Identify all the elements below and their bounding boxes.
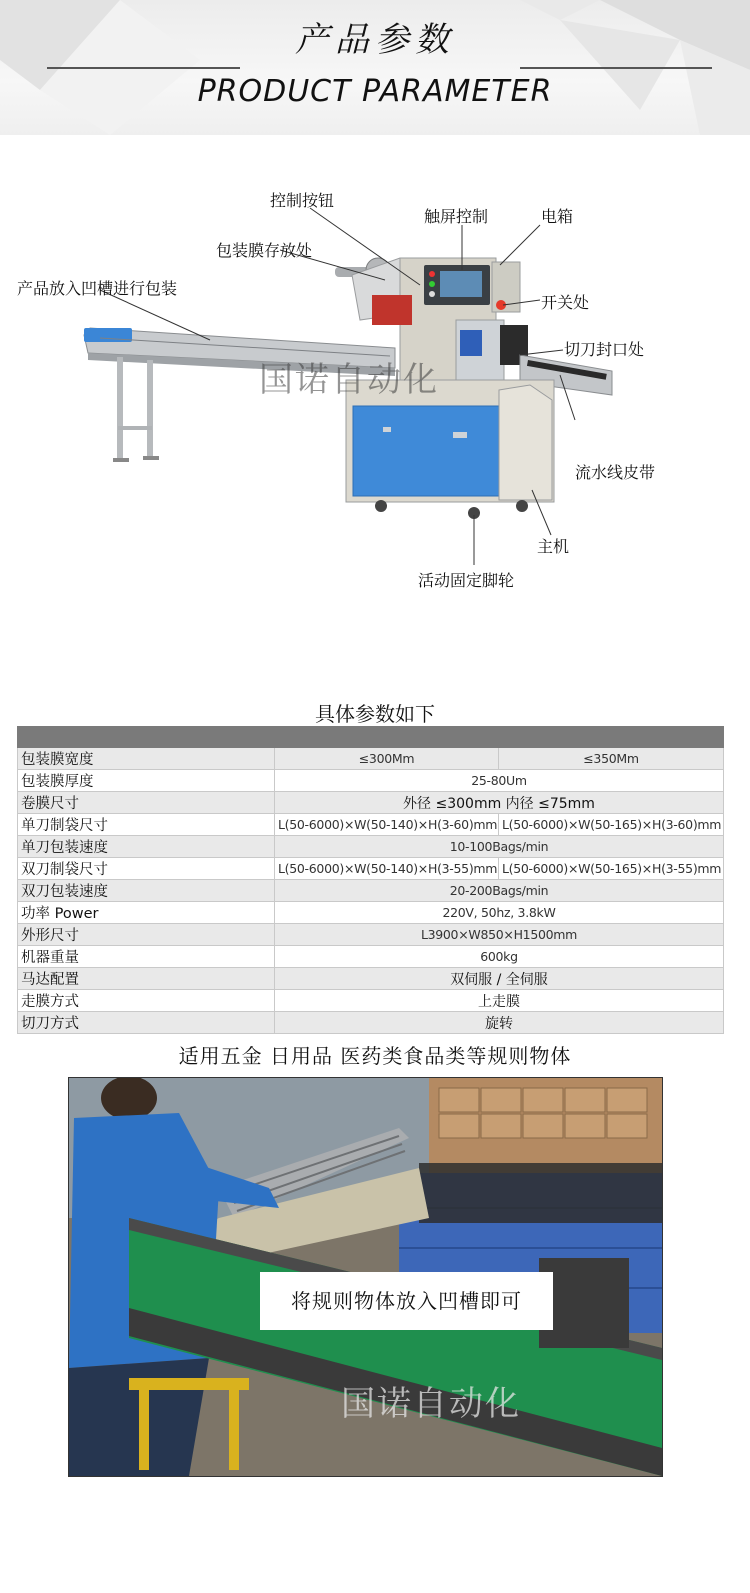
spec-label: 包装膜厚度: [18, 770, 275, 792]
spec-value: ≤350Mm: [499, 748, 724, 770]
spec-value: ≤300Mm: [275, 748, 499, 770]
spec-row: [18, 814, 724, 836]
spec-table-title: 具体参数如下: [315, 702, 435, 726]
machine-diagram: [0, 170, 750, 610]
spec-row: [18, 836, 724, 858]
spec-row: [18, 968, 724, 990]
callout-cutter-seal: 切刀封口处: [564, 340, 645, 359]
spec-label: 单刀制袋尺寸: [18, 814, 275, 836]
application-title: 适用五金 日用品 医药类食品类等规则物体: [178, 1044, 572, 1068]
spec-row: [18, 858, 724, 880]
spec-value: L(50-6000)×W(50-140)×H(3-60)mm: [275, 814, 499, 836]
spec-value: 双伺服 / 全伺服: [275, 968, 724, 990]
page-title-cn: 产品参数: [295, 20, 455, 60]
spec-value: 上走膜: [275, 990, 724, 1012]
spec-label: 外形尺寸: [18, 924, 275, 946]
spec-label: 包装膜宽度: [18, 748, 275, 770]
page-title-en: PRODUCT PARAMETER: [197, 74, 553, 109]
spec-value: L(50-6000)×W(50-165)×H(3-55)mm: [499, 858, 724, 880]
spec-header-cell: [18, 727, 275, 748]
spec-value: 600kg: [275, 946, 724, 968]
spec-label: 功率 Power: [18, 902, 275, 924]
spec-row: [18, 748, 724, 770]
spec-table-header: [18, 727, 724, 748]
spec-value: 外径 ≤300mm 内径 ≤75mm: [275, 792, 724, 814]
callout-electric-box: 电箱: [541, 207, 574, 226]
spec-row: [18, 946, 724, 968]
spec-value: 20-200Bags/min: [275, 880, 724, 902]
spec-table: [17, 726, 724, 1034]
callout-product-slot: 产品放入凹槽进行包装: [17, 279, 178, 298]
callout-switch: 开关处: [541, 293, 590, 312]
callout-touch-screen: 触屏控制: [424, 207, 489, 226]
callout-casters: 活动固定脚轮: [418, 571, 515, 590]
spec-row: [18, 990, 724, 1012]
spec-label: 走膜方式: [18, 990, 275, 1012]
header-rule-left: [47, 67, 240, 69]
spec-label: 单刀包装速度: [18, 836, 275, 858]
spec-value: 10-100Bags/min: [275, 836, 724, 858]
callout-film-storage: 包装膜存放处: [216, 241, 313, 260]
spec-label: 切刀方式: [18, 1012, 275, 1034]
spec-value: 旋转: [275, 1012, 724, 1034]
spec-value: L(50-6000)×W(50-165)×H(3-60)mm: [499, 814, 724, 836]
spec-value: L(50-6000)×W(50-140)×H(3-55)mm: [275, 858, 499, 880]
callout-main-unit: 主机: [537, 537, 570, 556]
spec-header-cell: [275, 727, 499, 748]
photo-watermark: 国诺自动化: [341, 1384, 521, 1424]
spec-value: L3900×W850×H1500mm: [275, 924, 724, 946]
spec-value: 220V, 50hz, 3.8kW: [275, 902, 724, 924]
spec-row: [18, 924, 724, 946]
header-banner: [0, 0, 750, 135]
spec-value: 25-80Um: [275, 770, 724, 792]
spec-row: [18, 1012, 724, 1034]
spec-row: [18, 770, 724, 792]
callout-conveyor-belt: 流水线皮带: [575, 463, 656, 482]
spec-label: 机器重量: [18, 946, 275, 968]
spec-row: [18, 792, 724, 814]
spec-header-cell: [499, 727, 724, 748]
spec-label: 马达配置: [18, 968, 275, 990]
spec-label: 双刀包装速度: [18, 880, 275, 902]
callout-control-button: 控制按钮: [270, 191, 335, 210]
header-rule-right: [520, 67, 712, 69]
spec-label: 卷膜尺寸: [18, 792, 275, 814]
spec-row: [18, 902, 724, 924]
photo-caption: 将规则物体放入凹槽即可: [260, 1272, 553, 1330]
spec-label: 双刀制袋尺寸: [18, 858, 275, 880]
diagram-watermark: 国诺自动化: [259, 360, 439, 400]
spec-row: [18, 880, 724, 902]
